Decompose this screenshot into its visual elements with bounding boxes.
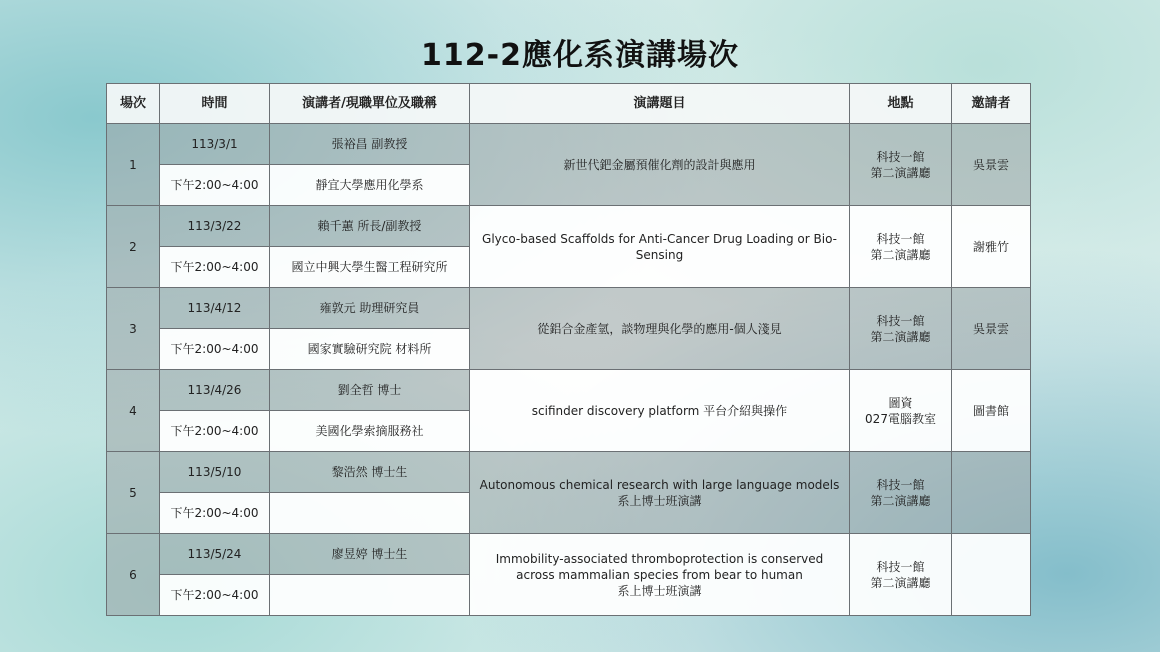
lecture-location: 科技一館 第二演講廳 [850,288,952,370]
session-number: 5 [107,452,160,534]
lecture-location: 科技一館 第二演講廳 [850,534,952,616]
inviter-name [952,534,1031,616]
session-number: 3 [107,288,160,370]
speaker-affiliation: 靜宜大學應用化學系 [270,165,470,206]
lecture-topic: scifinder discovery platform 平台介紹與操作 [470,370,850,452]
session-number: 1 [107,124,160,206]
lecture-topic: 從鋁合金產氫，談物理與化學的應用-個人淺見 [470,288,850,370]
table-row [107,370,1031,411]
table-row [107,206,1031,247]
page-title: 112-2應化系演講場次 [421,38,739,73]
lecture-time: 下午2:00~4:00 [160,575,270,616]
session-number: 2 [107,206,160,288]
header-topic: 演講題目 [470,84,850,124]
speaker-name: 雍敦元 助理研究員 [270,288,470,329]
lecture-time: 下午2:00~4:00 [160,493,270,534]
lecture-time: 下午2:00~4:00 [160,165,270,206]
lecture-topic: 新世代鈀金屬預催化劑的設計與應用 [470,124,850,206]
header-session: 場次 [107,84,160,124]
lecture-date: 113/4/12 [160,288,270,329]
lecture-date: 113/3/1 [160,124,270,165]
inviter-name [952,452,1031,534]
lecture-time: 下午2:00~4:00 [160,329,270,370]
inviter-name: 謝雅竹 [952,206,1031,288]
speaker-name: 廖昱婷 博士生 [270,534,470,575]
lecture-time: 下午2:00~4:00 [160,247,270,288]
header-inviter: 邀請者 [952,84,1031,124]
table-row [107,288,1031,329]
header-time: 時間 [160,84,270,124]
lecture-date: 113/4/26 [160,370,270,411]
lecture-date: 113/5/10 [160,452,270,493]
lecture-date: 113/5/24 [160,534,270,575]
table-header-row [107,84,1031,124]
inviter-name: 吳景雲 [952,288,1031,370]
lecture-topic: Immobility-associated thromboprotection is conserved across mammalian species from bear to human 系上博士班演講 [470,534,850,616]
speaker-affiliation: 美國化學索摘服務社 [270,411,470,452]
lecture-topic: Glyco-based Scaffolds for Anti-Cancer Drug Loading or Bio-Sensing [470,206,850,288]
table-row [107,452,1031,493]
inviter-name: 吳景雲 [952,124,1031,206]
lecture-location: 科技一館 第二演講廳 [850,124,952,206]
table-row [107,124,1031,165]
lecture-topic: Autonomous chemical research with large language models 系上博士班演講 [470,452,850,534]
speaker-name: 張裕昌 副教授 [270,124,470,165]
lecture-location: 圖資 027電腦教室 [850,370,952,452]
session-number: 6 [107,534,160,616]
lecture-schedule-table [106,83,1031,616]
table-row [107,534,1031,575]
lecture-location: 科技一館 第二演講廳 [850,206,952,288]
inviter-name: 圖書館 [952,370,1031,452]
session-number: 4 [107,370,160,452]
lecture-location: 科技一館 第二演講廳 [850,452,952,534]
lecture-time: 下午2:00~4:00 [160,411,270,452]
lecture-date: 113/3/22 [160,206,270,247]
header-speaker: 演講者/現職單位及職稱 [270,84,470,124]
header-location: 地點 [850,84,952,124]
speaker-name: 劉全哲 博士 [270,370,470,411]
speaker-affiliation: 國立中興大學生醫工程研究所 [270,247,470,288]
speaker-affiliation: 國家實驗研究院 材料所 [270,329,470,370]
speaker-name: 黎浩然 博士生 [270,452,470,493]
speaker-name: 賴千蕙 所長/副教授 [270,206,470,247]
speaker-affiliation [270,575,470,616]
speaker-affiliation [270,493,470,534]
